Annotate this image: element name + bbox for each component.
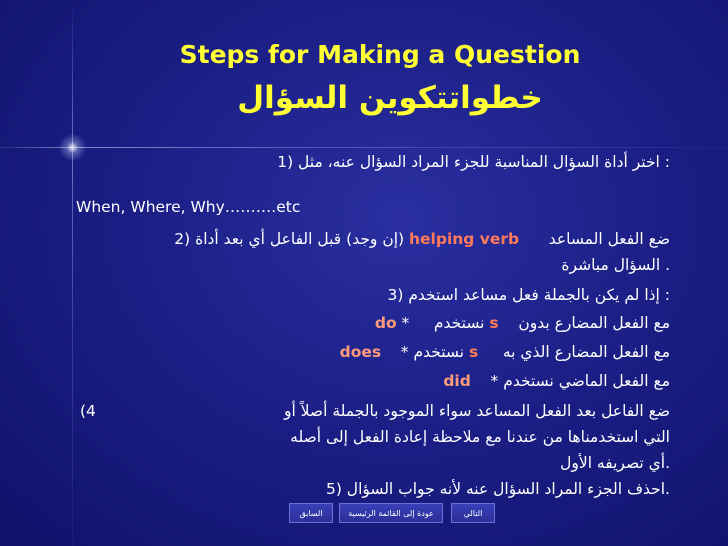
step-3a-line <box>375 314 670 332</box>
home-menu-button[interactable]: عودة إلى القائمة الرئيسية <box>339 503 443 523</box>
step-5-text: .احذف الجزء المراد السؤال عنه لأنه جواب السؤال (5 <box>325 480 670 498</box>
step-2-part-b: (إن وجد) قبل الفاعل أي بعد أداة (2 <box>174 230 405 248</box>
step-2-line-2: . السؤال مباشرة <box>561 256 670 274</box>
step-4-line-2: التي استخدمناها من عندنا مع ملاحظة إعادة الفعل إلى أصله <box>290 428 670 446</box>
next-button[interactable]: التالي <box>451 503 495 523</box>
slide-title-english: Steps for Making a Question <box>179 40 581 69</box>
step-4-line-1: ضع الفاعل بعد الفعل المساعد سواء الموجود بالجملة أصلاً أو <box>283 402 670 420</box>
did-keyword: did <box>443 372 471 390</box>
helping-verb-keyword: helping verb <box>409 230 520 248</box>
sparkle-icon <box>56 131 89 164</box>
step-3b-use: نستخدم * <box>400 343 465 361</box>
step-4-number: (4 <box>80 402 96 420</box>
step-2-part-a: ضع الفعل المساعد <box>548 230 670 248</box>
step-3b-text: مع الفعل المضارع الذي به <box>502 343 670 361</box>
previous-button[interactable]: السابق <box>289 503 333 523</box>
step-4-line-3: .أي تصريفه الأول <box>560 454 670 472</box>
step-3b-s: s <box>468 343 479 361</box>
step-3c-line <box>443 372 670 390</box>
slide-title-arabic: خطواتتكوين السؤال <box>237 80 543 116</box>
decorative-horizontal-line <box>0 147 728 148</box>
decorative-vertical-line <box>72 0 73 546</box>
step-3b-line <box>340 343 670 361</box>
does-keyword: does <box>339 343 382 361</box>
step-3a-s: s <box>489 314 499 332</box>
step-3-text: : إذا لم يكن بالجملة فعل مساعد استخدم (3 <box>387 286 670 304</box>
step-3a-use: نستخدم <box>433 314 485 332</box>
step-3a-text: مع الفعل المضارع بدون <box>518 314 670 332</box>
step-1-text: : اختر أداة السؤال المناسبة للجزء المراد السؤال عنه، مثل (1 <box>277 153 670 171</box>
do-keyword: do <box>374 314 397 332</box>
step-3a-star: * <box>401 314 410 332</box>
step-2-line-1 <box>174 230 670 248</box>
step-1-examples: When, Where, Why……….etc <box>76 198 301 216</box>
step-3c-text: مع الفعل الماضي نستخدم * <box>490 372 670 390</box>
